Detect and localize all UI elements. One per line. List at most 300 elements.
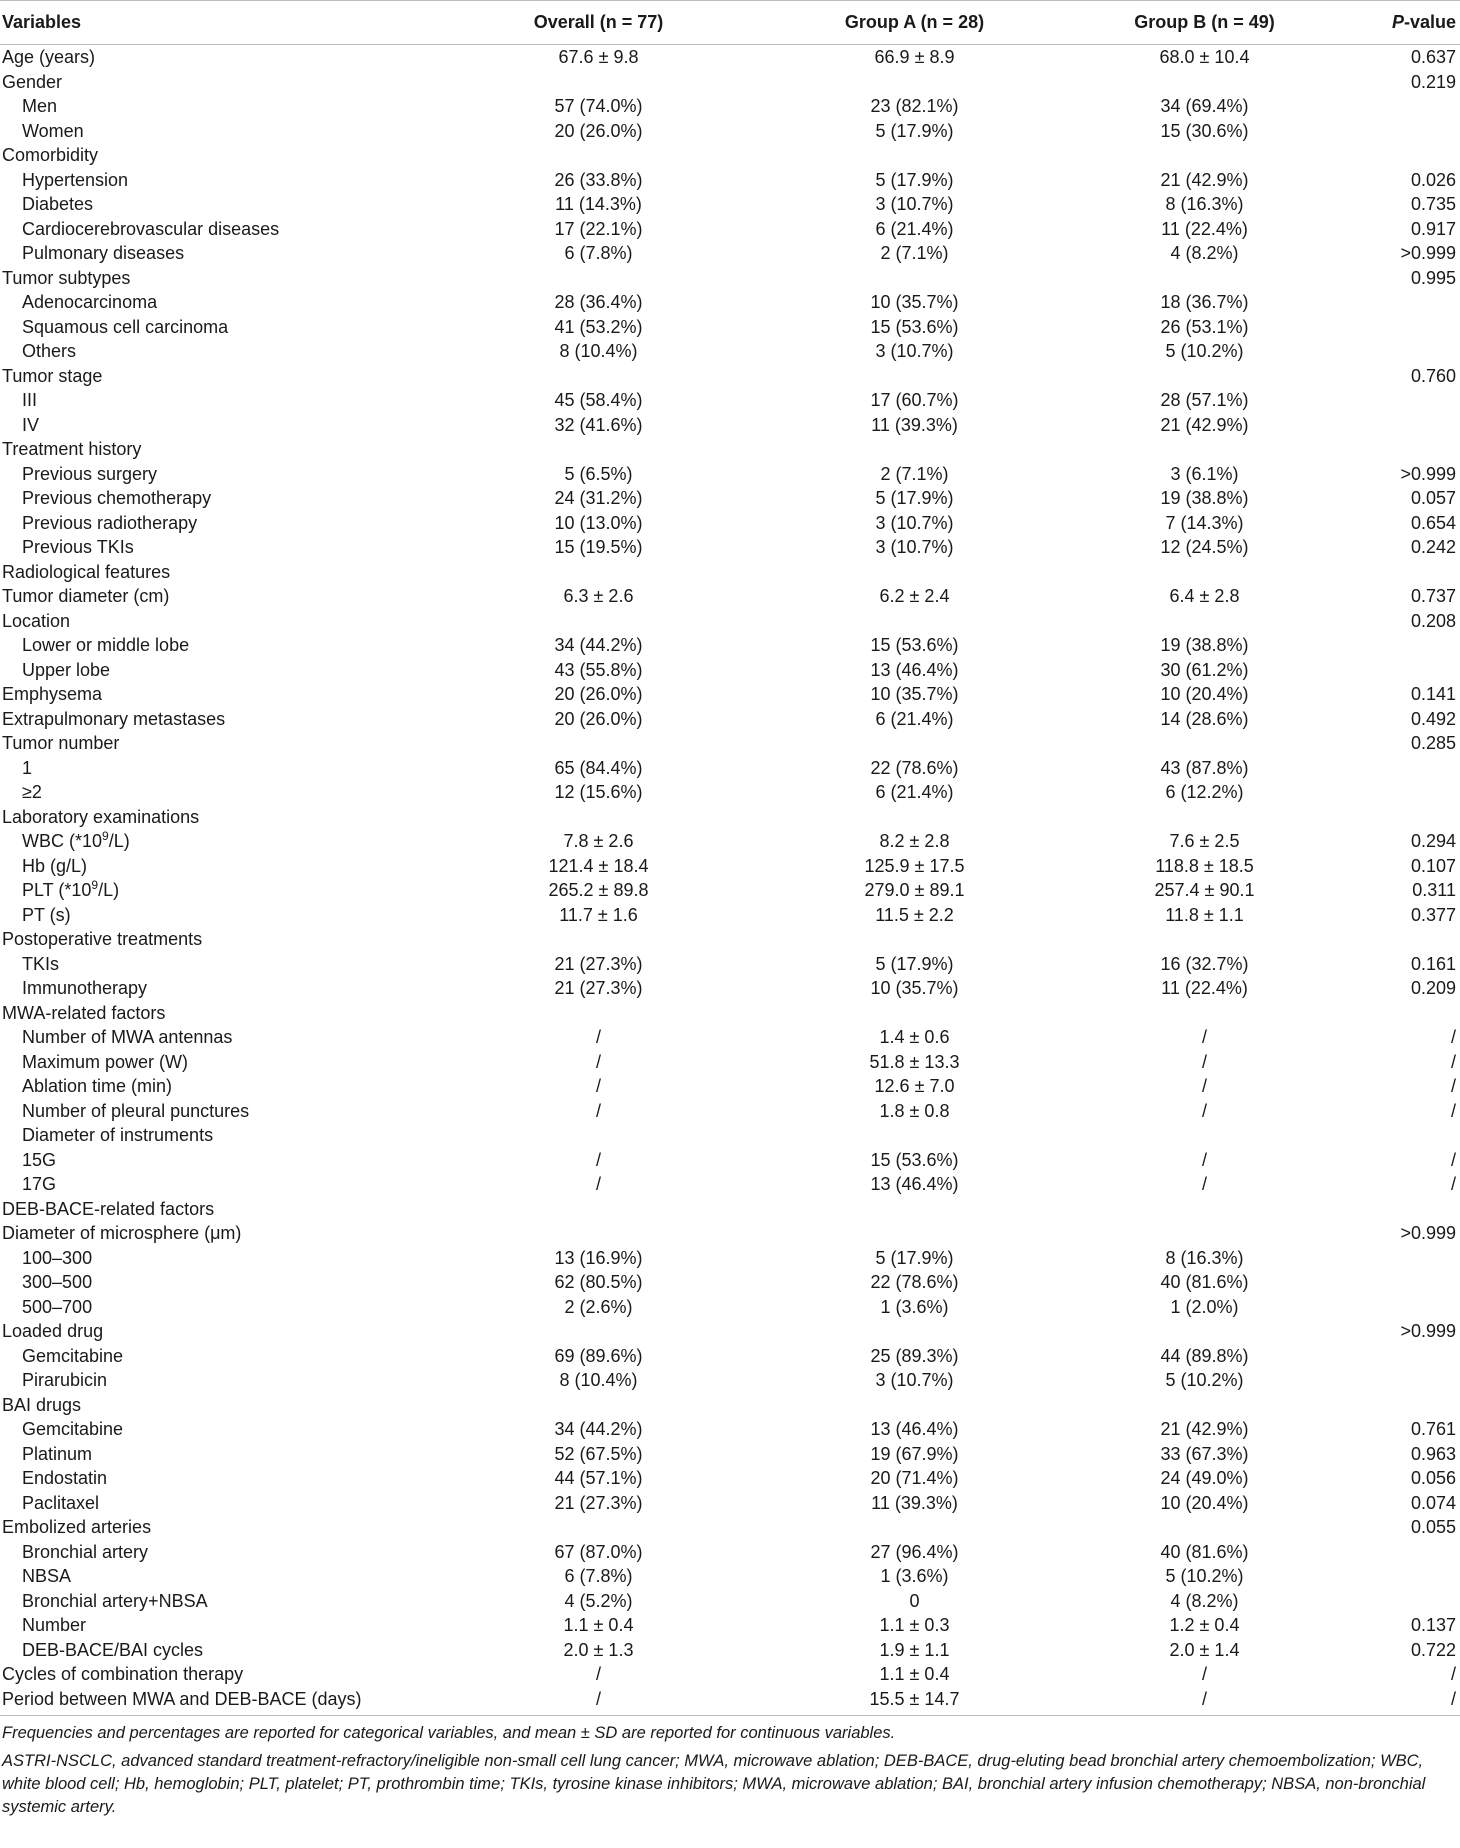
cell-group-a — [777, 437, 1052, 462]
cell-group-a: 10 (35.7%) — [870, 978, 959, 998]
cell-group-a: 10 (35.7%) — [870, 684, 959, 704]
cell-group-b: / — [1201, 1664, 1207, 1684]
row-label: 17G — [22, 1174, 57, 1194]
row-label: Immunotherapy — [22, 978, 148, 998]
cell-group-a: 279.0 ± 89.1 — [864, 880, 965, 900]
row-label: Emphysema — [2, 684, 103, 704]
cell-overall: 12 (15.6%) — [554, 782, 643, 802]
row-label: TKIs — [22, 953, 60, 974]
table-row — [0, 266, 1460, 291]
cell-group-a — [777, 1123, 1052, 1148]
cell-group-a: 12.6 ± 7.0 — [874, 1076, 955, 1096]
cell-group-b — [1052, 437, 1357, 462]
row-label: Others — [22, 341, 77, 361]
row-label: Extrapulmonary metastases — [2, 708, 226, 729]
cell-p-value — [1357, 1295, 1460, 1320]
cell-overall — [420, 1515, 777, 1540]
header-group-b: Group B (n = 49) — [1052, 1, 1357, 45]
cell-group-b — [1052, 1123, 1357, 1148]
cell-group-b — [1052, 609, 1357, 634]
cell-group-a: 1 (3.6%) — [880, 1296, 949, 1317]
cell-group-b: 8 (16.3%) — [1165, 194, 1244, 214]
cell-group-a: 3 (10.7%) — [875, 537, 954, 557]
cell-group-a: 1.1 ± 0.3 — [879, 1615, 950, 1635]
cell-group-a: 6 (21.4%) — [875, 708, 954, 729]
cell-p-value — [1357, 927, 1460, 952]
cell-overall: 2.0 ± 1.3 — [563, 1639, 634, 1660]
cell-group-b: 5 (10.2%) — [1165, 1566, 1244, 1586]
cell-group-a: 20 (71.4%) — [870, 1468, 959, 1488]
row-label: Diabetes — [22, 194, 94, 214]
row-label: Number of pleural punctures — [22, 1100, 250, 1121]
cell-group-a: 0 — [909, 1590, 920, 1611]
cell-p-value: / — [1450, 1174, 1456, 1194]
row-label: Cardiocerebrovascular diseases — [22, 218, 280, 239]
cell-group-a: 5 (17.9%) — [875, 169, 954, 190]
cell-overall: / — [595, 1076, 601, 1096]
cell-group-a: 5 (17.9%) — [875, 120, 954, 141]
table-row — [0, 1025, 1460, 1050]
row-label: Laboratory examinations — [2, 806, 200, 827]
table-row — [0, 315, 1460, 340]
cell-p-value — [1357, 1197, 1460, 1222]
cell-group-b — [1052, 143, 1357, 168]
cell-overall — [420, 1197, 777, 1222]
cell-group-b: 11 (22.4%) — [1161, 978, 1248, 998]
cell-group-b: 68.0 ± 10.4 — [1159, 47, 1250, 67]
cell-overall: 45 (58.4%) — [554, 390, 643, 410]
cell-group-a: 5 (17.9%) — [875, 953, 954, 974]
table-row — [0, 731, 1460, 756]
table-row — [0, 805, 1460, 830]
row-label: Number — [22, 1615, 87, 1635]
cell-overall: / — [595, 1174, 601, 1194]
cell-p-value: 0.285 — [1410, 733, 1456, 753]
cell-p-value: 0.209 — [1410, 978, 1456, 998]
row-label: Ablation time (min) — [22, 1076, 173, 1096]
cell-p-value: 0.074 — [1410, 1492, 1456, 1513]
row-label: Diameter of instruments — [22, 1125, 214, 1145]
cell-group-b: 6 (12.2%) — [1165, 782, 1244, 802]
table-row — [0, 45, 1460, 70]
cell-p-value — [1357, 1564, 1460, 1589]
cell-p-value: 0.963 — [1410, 1443, 1456, 1464]
table-row — [0, 388, 1460, 413]
table-row — [0, 1540, 1460, 1565]
cell-overall — [420, 731, 777, 756]
cell-overall: / — [595, 1149, 601, 1170]
cell-overall — [420, 437, 777, 462]
row-label: PLT $(*10^9/L)$ — [22, 878, 120, 900]
table-header — [0, 1, 1460, 45]
cell-overall: 67 (87.0%) — [554, 1541, 643, 1562]
cell-group-a — [777, 143, 1052, 168]
cell-group-b: 15 (30.6%) — [1160, 120, 1249, 141]
row-label: Lower or middle lobe — [22, 635, 190, 655]
cell-group-a — [777, 731, 1052, 756]
header-variables: Variables — [0, 1, 420, 45]
cell-group-a: 6 (21.4%) — [875, 782, 954, 802]
row-label: Pulmonary diseases — [22, 243, 185, 263]
cell-overall: 11.7 ± 1.6 — [559, 904, 638, 925]
header-row — [0, 1, 1460, 45]
cell-overall — [420, 805, 777, 830]
cell-group-b — [1052, 805, 1357, 830]
table-row — [0, 1344, 1460, 1369]
table-row — [0, 1295, 1460, 1320]
cell-group-b: 10 (20.4%) — [1160, 684, 1249, 704]
row-label: Adenocarcinoma — [22, 292, 158, 312]
cell-group-b: 1.2 ± 0.4 — [1169, 1615, 1240, 1635]
row-label: Number of MWA antennas — [22, 1027, 233, 1047]
row-label: Age (years) — [2, 47, 96, 67]
row-label: PT (s) — [22, 904, 71, 925]
cell-p-value: 0.737 — [1410, 586, 1456, 606]
cell-group-b: 10 (20.4%) — [1160, 1492, 1249, 1513]
cell-p-value: / — [1450, 1051, 1456, 1072]
table-row — [0, 756, 1460, 781]
cell-overall: 69 (89.6%) — [554, 1345, 643, 1366]
row-label: Gemcitabine — [22, 1419, 124, 1439]
cell-overall — [420, 266, 777, 291]
cell-group-b — [1052, 731, 1357, 756]
table-row — [0, 976, 1460, 1001]
cell-p-value — [1357, 94, 1460, 119]
header-p-italic: P — [1391, 12, 1404, 33]
row-label: MWA-related factors — [2, 1002, 166, 1023]
cell-group-b: 3 (6.1%) — [1170, 463, 1239, 484]
cell-group-b: 24 (49.0%) — [1160, 1468, 1249, 1488]
cell-group-b: 33 (67.3%) — [1160, 1443, 1249, 1464]
cell-group-b: / — [1201, 1100, 1207, 1121]
table-row — [0, 413, 1460, 438]
cell-group-a: 22 (78.6%) — [870, 1272, 959, 1292]
cell-overall: 20 (26.0%) — [554, 120, 643, 141]
cell-group-a — [777, 927, 1052, 952]
cell-p-value — [1357, 1393, 1460, 1418]
cell-group-a: 1.8 ± 0.8 — [879, 1100, 950, 1121]
cell-overall — [420, 70, 777, 95]
table-row — [0, 1613, 1460, 1638]
cell-p-value: 0.377 — [1410, 904, 1456, 925]
row-label: 1 — [22, 757, 33, 778]
cell-overall: 67.6 ± 9.8 — [558, 47, 639, 67]
cell-group-b: 4 (8.2%) — [1170, 243, 1239, 263]
cell-group-a — [777, 1515, 1052, 1540]
row-label: Pirarubicin — [22, 1370, 108, 1390]
row-label: 15G — [22, 1149, 57, 1170]
row-label: Period between MWA and DEB-BACE (days) — [0, 1687, 420, 1716]
cell-group-b: / — [1052, 1687, 1357, 1716]
cell-group-a: 2 (7.1%) — [880, 243, 949, 263]
row-label: 100–300 — [22, 1247, 93, 1268]
cell-group-a: 1.9 ± 1.1 — [879, 1639, 950, 1660]
cell-p-value: 0.057 — [1410, 488, 1456, 508]
cell-p-value — [1357, 315, 1460, 340]
cell-group-a: 3 (10.7%) — [875, 512, 954, 533]
table-row — [0, 217, 1460, 242]
cell-p-value: 0.161 — [1410, 953, 1456, 974]
cell-group-b: 7.6 ± 2.5 — [1169, 831, 1240, 851]
row-label: Previous radiotherapy — [22, 512, 198, 533]
cell-overall: 11 (14.3%) — [555, 194, 642, 214]
cell-group-b: 21 (42.9%) — [1160, 1419, 1249, 1439]
cell-group-b: 34 (69.4%) — [1160, 96, 1249, 116]
table-row — [0, 1246, 1460, 1271]
cell-group-a — [777, 1393, 1052, 1418]
cell-group-b: 7 (14.3%) — [1165, 512, 1244, 533]
table-row — [0, 878, 1460, 903]
row-label: Previous TKIs — [22, 537, 134, 557]
cell-group-a — [777, 364, 1052, 389]
table-row — [0, 70, 1460, 95]
cell-group-a: 22 (78.6%) — [870, 757, 959, 778]
cell-overall: 20 (26.0%) — [554, 684, 643, 704]
cell-overall: 8 (10.4%) — [559, 1370, 638, 1390]
row-label: Gemcitabine — [22, 1345, 124, 1366]
row-label: Hypertension — [22, 169, 129, 190]
cell-group-a: 2 (7.1%) — [880, 463, 949, 484]
row-label: Upper lobe — [22, 659, 111, 680]
cell-p-value: 0.917 — [1410, 218, 1456, 239]
cell-group-b: / — [1201, 1076, 1207, 1096]
cell-overall: / — [420, 1687, 777, 1716]
cell-group-a: 3 (10.7%) — [875, 194, 954, 214]
cell-group-a — [777, 560, 1052, 585]
cell-group-b — [1052, 1319, 1357, 1344]
table-row — [0, 1197, 1460, 1222]
table-row — [0, 1221, 1460, 1246]
cell-group-b: 11.8 ± 1.1 — [1165, 904, 1244, 925]
cell-group-b: 18 (36.7%) — [1160, 292, 1249, 312]
cell-group-b: 26 (53.1%) — [1160, 316, 1249, 337]
cell-overall: 6.3 ± 2.6 — [563, 586, 634, 606]
row-label: DEB-BACE/BAI cycles — [22, 1639, 204, 1660]
cell-p-value — [1357, 339, 1460, 364]
cell-group-a: 17 (60.7%) — [870, 390, 959, 410]
cell-p-value: 0.141 — [1410, 684, 1456, 704]
cell-group-a: 8.2 ± 2.8 — [879, 831, 950, 851]
table-row — [0, 658, 1460, 683]
cell-p-value: 0.219 — [1410, 71, 1456, 92]
cell-group-b — [1052, 1221, 1357, 1246]
table-row — [0, 290, 1460, 315]
cell-group-a: 13 (46.4%) — [870, 1419, 959, 1439]
cell-group-b: 1 (2.0%) — [1170, 1296, 1239, 1317]
cell-overall: 4 (5.2%) — [564, 1590, 633, 1611]
cell-group-b: / — [1201, 1149, 1207, 1170]
table-row — [0, 143, 1460, 168]
header-overall: Overall (n = 77) — [420, 1, 777, 45]
table-row — [0, 927, 1460, 952]
cell-group-a — [777, 609, 1052, 634]
cell-group-b — [1052, 266, 1357, 291]
cell-overall: 52 (67.5%) — [554, 1443, 643, 1464]
cell-group-a — [777, 805, 1052, 830]
table-row — [0, 241, 1460, 266]
cell-group-a: 15 (53.6%) — [870, 635, 959, 655]
row-label: Treatment history — [2, 439, 142, 459]
cell-group-b — [1052, 70, 1357, 95]
cell-p-value — [1357, 756, 1460, 781]
cell-group-b: 6.4 ± 2.8 — [1169, 586, 1240, 606]
row-label: Men — [22, 96, 58, 116]
table-row — [0, 1270, 1460, 1295]
cell-overall: 21 (27.3%) — [554, 1492, 643, 1513]
cell-p-value — [1357, 1001, 1460, 1026]
cell-p-value — [1357, 1540, 1460, 1565]
cell-overall: 28 (36.4%) — [554, 292, 643, 312]
row-label: 300–500 — [22, 1272, 93, 1292]
row-label: Loaded drug — [2, 1321, 104, 1341]
cell-group-a: 1 (3.6%) — [880, 1566, 949, 1586]
cell-group-b — [1052, 1197, 1357, 1222]
cell-p-value: / — [1450, 1076, 1456, 1096]
row-label: III — [22, 390, 38, 410]
table-row — [0, 560, 1460, 585]
cell-p-value: 0.294 — [1410, 831, 1456, 851]
cell-overall — [420, 560, 777, 585]
cell-group-b: 16 (32.7%) — [1160, 953, 1249, 974]
cell-p-value: 0.242 — [1410, 537, 1456, 557]
cell-p-value — [1357, 1270, 1460, 1295]
cell-overall: 21 (27.3%) — [554, 978, 643, 998]
row-label: Cycles of combination therapy — [2, 1664, 244, 1684]
cell-p-value: 0.107 — [1410, 855, 1456, 876]
table-row — [0, 119, 1460, 144]
cell-group-a — [777, 266, 1052, 291]
cell-group-b: 2.0 ± 1.4 — [1169, 1639, 1240, 1660]
header-p-value — [1357, 1, 1460, 45]
cell-overall: 65 (84.4%) — [554, 757, 643, 778]
cell-group-a: 27 (96.4%) — [870, 1541, 959, 1562]
cell-group-a: 15.5 ± 14.7 — [777, 1687, 1052, 1716]
cell-overall — [420, 1393, 777, 1418]
cell-overall — [420, 364, 777, 389]
table-row — [0, 1515, 1460, 1540]
cell-p-value: >0.999 — [1400, 463, 1456, 484]
cell-group-b: 28 (57.1%) — [1160, 390, 1249, 410]
cell-overall: 62 (80.5%) — [554, 1272, 643, 1292]
table-row — [0, 486, 1460, 511]
table-row — [0, 1662, 1460, 1687]
cell-group-a: 3 (10.7%) — [875, 1370, 954, 1390]
table-row — [0, 462, 1460, 487]
cell-group-a: 3 (10.7%) — [875, 341, 954, 361]
row-label: IV — [22, 414, 40, 435]
cell-overall: / — [595, 1027, 601, 1047]
table-row — [0, 1050, 1460, 1075]
cell-group-a: 6.2 ± 2.4 — [879, 586, 950, 606]
cell-group-b: 14 (28.6%) — [1160, 708, 1249, 729]
cell-group-a: 11.5 ± 2.2 — [875, 904, 954, 925]
row-label: Endostatin — [22, 1468, 108, 1488]
table-row — [0, 511, 1460, 536]
table-row — [0, 94, 1460, 119]
cell-group-a: 13 (46.4%) — [870, 659, 959, 680]
row-label: Tumor subtypes — [2, 267, 131, 288]
cell-p-value — [1357, 633, 1460, 658]
row-label: Tumor stage — [2, 365, 103, 386]
cell-group-a — [777, 1319, 1052, 1344]
cell-p-value: 0.654 — [1410, 512, 1456, 533]
cell-p-value — [1357, 143, 1460, 168]
row-label: Hb (g/L) — [22, 855, 88, 876]
cell-group-a: 19 (67.9%) — [870, 1443, 959, 1464]
cell-group-a — [777, 1001, 1052, 1026]
table-row — [0, 192, 1460, 217]
cell-group-b — [1052, 364, 1357, 389]
cell-group-b — [1052, 560, 1357, 585]
cell-group-b: 11 (22.4%) — [1161, 218, 1248, 239]
cell-overall: 7.8 ± 2.6 — [563, 831, 634, 851]
cell-overall — [420, 1001, 777, 1026]
cell-group-a: 23 (82.1%) — [870, 96, 959, 116]
table-row — [0, 339, 1460, 364]
cell-p-value: >0.999 — [1400, 1321, 1456, 1341]
cell-p-value — [1357, 413, 1460, 438]
cell-p-value: / — [1450, 1664, 1456, 1684]
row-label: Postoperative treatments — [2, 929, 203, 949]
cell-p-value — [1357, 1246, 1460, 1271]
cell-group-b: 118.8 ± 18.5 — [1155, 855, 1254, 876]
cell-p-value: 0.026 — [1410, 169, 1456, 190]
cell-group-a: 5 (17.9%) — [875, 488, 954, 508]
table-row — [0, 854, 1460, 879]
cell-overall: 41 (53.2%) — [554, 316, 643, 337]
cell-overall: 13 (16.9%) — [554, 1247, 643, 1268]
cell-p-value — [1357, 388, 1460, 413]
cell-overall: 6 (7.8%) — [564, 1566, 633, 1586]
cell-group-a: 1.1 ± 0.4 — [879, 1664, 950, 1684]
cell-overall: 21 (27.3%) — [554, 953, 643, 974]
table-row — [0, 903, 1460, 928]
cell-overall: 1.1 ± 0.4 — [563, 1615, 634, 1635]
table-row — [0, 1589, 1460, 1614]
row-label: Women — [22, 120, 84, 141]
cell-group-b — [1052, 1515, 1357, 1540]
cell-p-value — [1357, 780, 1460, 805]
cell-group-b: / — [1201, 1027, 1207, 1047]
cell-p-value: >0.999 — [1400, 1223, 1456, 1243]
cell-p-value — [1357, 1123, 1460, 1148]
cell-group-b: 19 (38.8%) — [1160, 635, 1249, 655]
table-row — [0, 1564, 1460, 1589]
cell-overall — [420, 1123, 777, 1148]
cell-group-b — [1052, 1393, 1357, 1418]
cell-group-a: 51.8 ± 13.3 — [869, 1051, 960, 1072]
table-row — [0, 952, 1460, 977]
row-label: BAI drugs — [2, 1394, 82, 1415]
cell-p-value: 0.735 — [1410, 194, 1456, 214]
table-row — [0, 1172, 1460, 1197]
table-row — [0, 1123, 1460, 1148]
cell-p-value — [1357, 1344, 1460, 1369]
cell-group-b: 40 (81.6%) — [1160, 1541, 1249, 1562]
cell-p-value: / — [1450, 1027, 1456, 1047]
cell-overall: 34 (44.2%) — [554, 635, 643, 655]
row-label: Tumor number — [2, 733, 120, 753]
cell-p-value — [1357, 805, 1460, 830]
table-body — [0, 45, 1460, 1716]
cell-overall — [420, 1319, 777, 1344]
cell-group-b: 257.4 ± 90.1 — [1154, 880, 1255, 900]
cell-overall: 32 (41.6%) — [554, 414, 643, 435]
row-label: Bronchial artery — [22, 1541, 149, 1562]
cell-group-b: 12 (24.5%) — [1160, 537, 1249, 557]
row-label: Maximum power (W) — [22, 1051, 189, 1072]
table-row — [0, 364, 1460, 389]
